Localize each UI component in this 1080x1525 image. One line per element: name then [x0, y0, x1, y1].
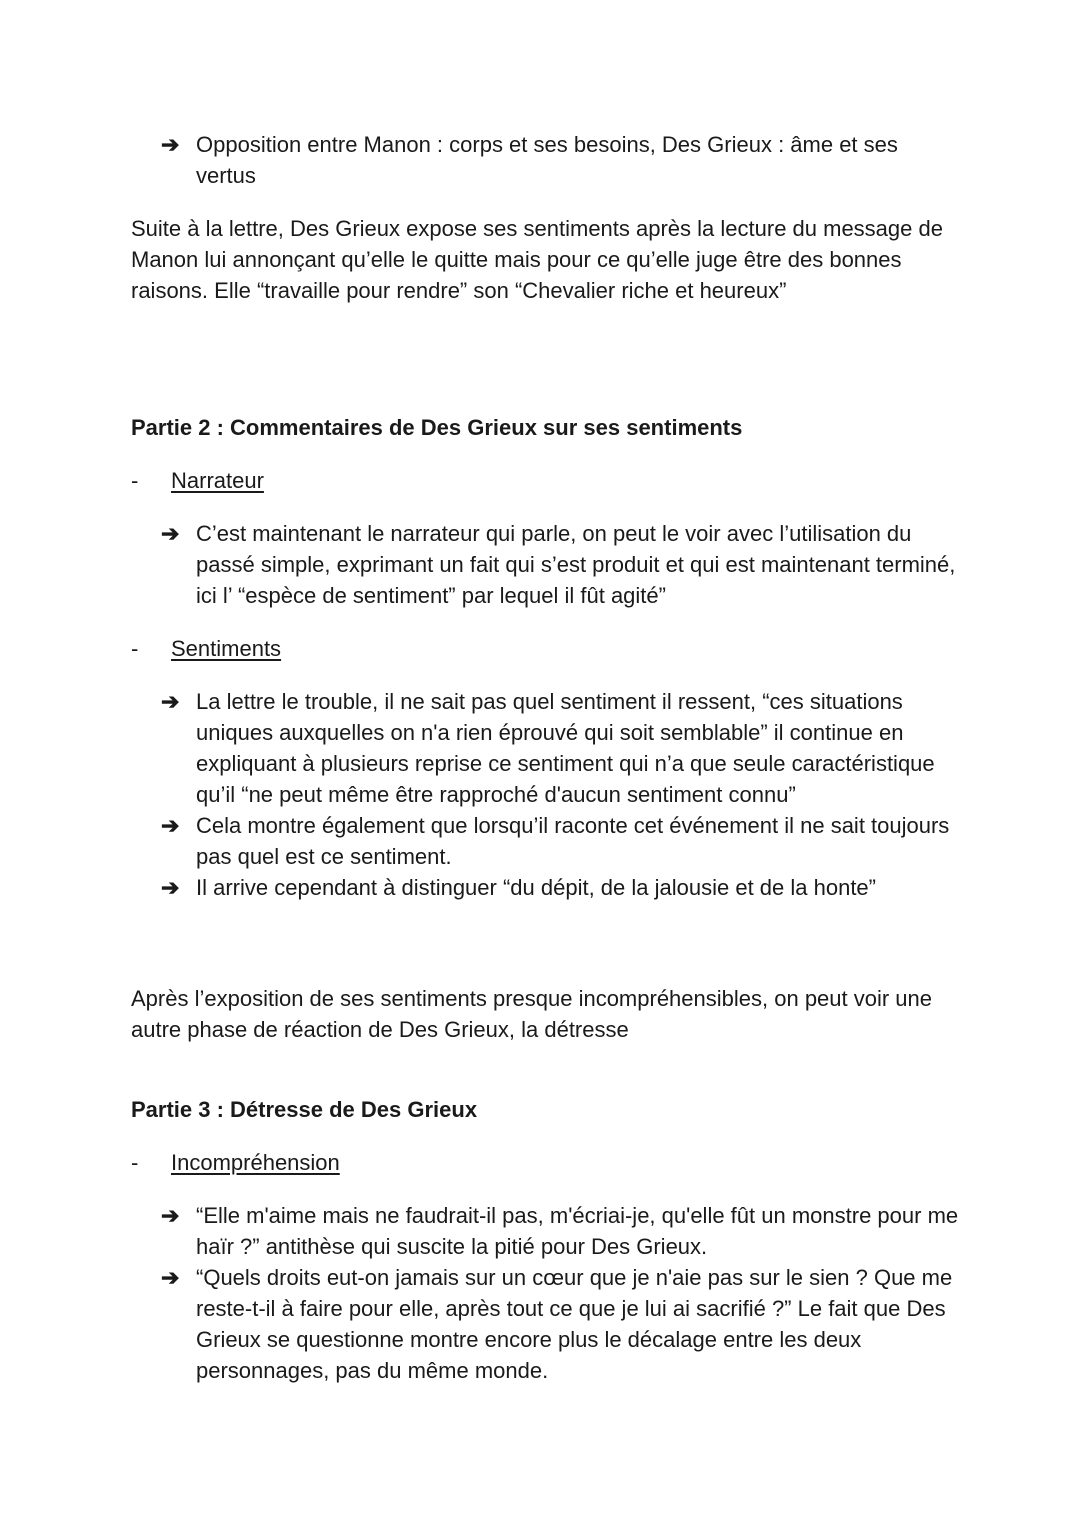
narrateur-bullet-list [161, 518, 961, 611]
transition-paragraph-2: Après l’exposition de ses sentiments presque incompréhensibles, on peut voir une autre phase de réaction de Des Grieux, la détresse [131, 986, 933, 1042]
arrow-bullet [161, 686, 961, 810]
section-sentiments [131, 633, 961, 664]
section-label-sentiments: Sentiments [171, 636, 282, 661]
bullet-text: Cela montre également que lorsqu’il raconte cet événement il ne sait toujours pas quel est ce sentiment. [196, 813, 950, 869]
arrow-right-icon: ➔ [161, 689, 180, 714]
bullet-text: “Elle m'aime mais ne faudrait-il pas, m'écriai-je, qu'elle fût un monstre pour me haïr ?” antithèse qui suscite la pitié pour Des Grieux. [196, 1203, 959, 1259]
transition-paragraph-1: Suite à la lettre, Des Grieux expose ses sentiments après la lecture du message de Manon lui annonçant qu’elle le quitte mais pour ce qu’elle juge être des bonnes raisons. Elle “travaille pour rendre” son “Chevalier riche et heureux” [131, 216, 943, 303]
arrow-right-icon: ➔ [161, 813, 180, 838]
arrow-right-icon: ➔ [161, 875, 180, 900]
section-label-incomprehension: Incompréhension [171, 1150, 340, 1175]
arrow-bullet [161, 872, 961, 903]
dash-bullet-icon: - [131, 468, 139, 493]
arrow-right-icon: ➔ [161, 1203, 180, 1228]
incomprehension-bullet-list [161, 1200, 961, 1386]
part-3-heading: Partie 3 : Détresse de Des Grieux [131, 1097, 478, 1122]
arrow-bullet [161, 1262, 961, 1386]
bullet-text: La lettre le trouble, il ne sait pas quel sentiment il ressent, “ces situations uniques auxquelles on n'a rien éprouvé qui soit semblable” il continue en expliquant à plusieurs reprise ce sentiment qui n’a que seule caractéristique qu’il “ne peut même être rapproché d'aucun sentiment connu” [196, 689, 935, 807]
section-label-narrateur: Narrateur [171, 468, 264, 493]
arrow-right-icon: ➔ [161, 521, 180, 546]
section-narrateur [131, 465, 961, 496]
arrow-bullet [161, 129, 961, 191]
bullet-text: Opposition entre Manon : corps et ses besoins, Des Grieux : âme et ses vertus [196, 132, 898, 188]
section-incomprehension [131, 1147, 961, 1178]
arrow-bullet [161, 1200, 961, 1262]
arrow-right-icon: ➔ [161, 132, 180, 157]
bullet-text: C’est maintenant le narrateur qui parle, on peut le voir avec l’utilisation du passé simple, exprimant un fait qui s’est produit et qui est maintenant terminé, ici l’ “espèce de sentiment” par lequel il fût agité” [196, 521, 956, 608]
bullet-text: “Quels droits eut-on jamais sur un cœur que je n'aie pas sur le sien ? Que me reste-t-il à faire pour elle, après tout ce que je lui ai sacrifié ?” Le fait que Des Grieux se questionne montre encore plus le décalage entre les deux personnages, pas du même monde. [196, 1265, 953, 1383]
arrow-right-icon: ➔ [161, 1265, 180, 1290]
arrow-bullet [161, 810, 961, 872]
intro-bullet-list [161, 129, 961, 191]
bullet-text: Il arrive cependant à distinguer “du dépit, de la jalousie et de la honte” [196, 875, 876, 900]
arrow-bullet [161, 518, 961, 611]
dash-bullet-icon: - [131, 1150, 139, 1175]
part-2-heading: Partie 2 : Commentaires de Des Grieux sur ses sentiments [131, 415, 743, 440]
sentiments-bullet-list [161, 686, 961, 903]
dash-bullet-icon: - [131, 636, 139, 661]
